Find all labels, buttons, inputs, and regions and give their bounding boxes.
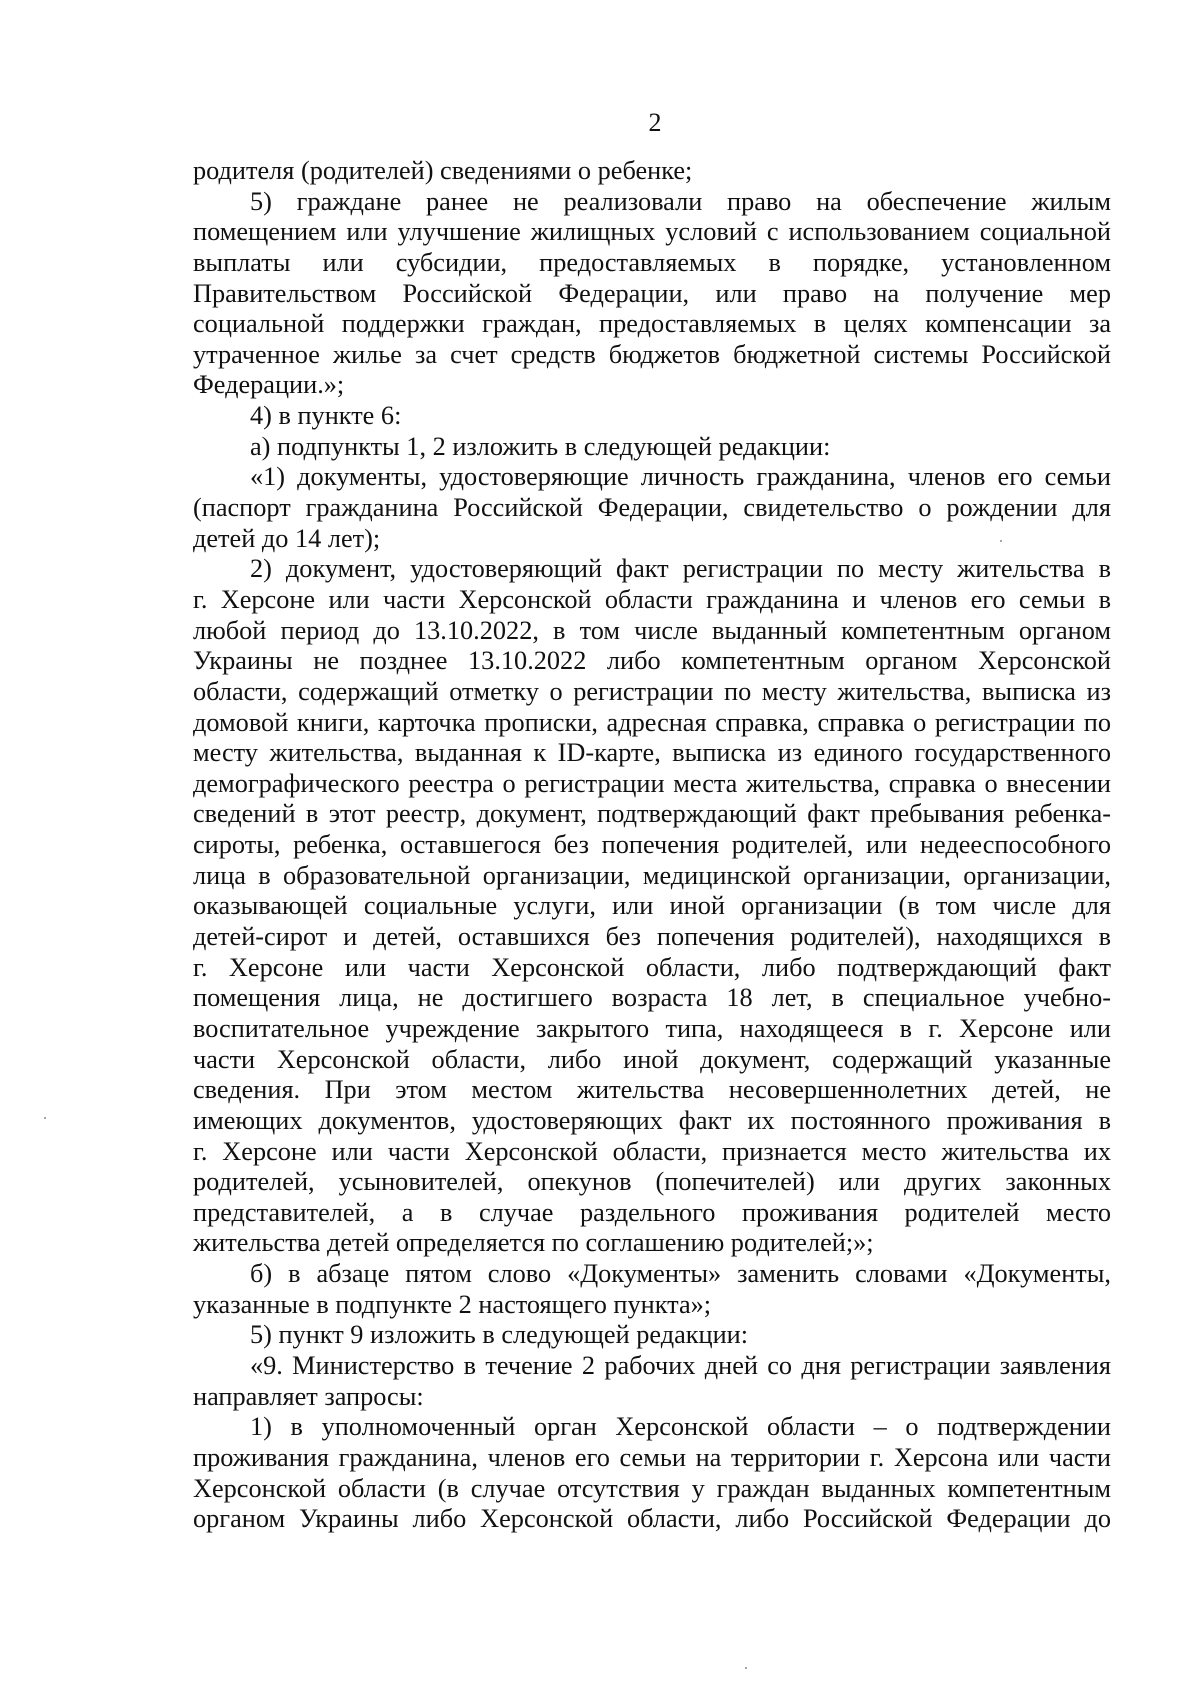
document-body [193,156,1111,1535]
text-line: воспитательное учреждение закрытого типа, находящееся в г. Херсоне или [193,1013,1111,1043]
scan-speck [1000,540,1002,542]
text-line: сведений в этот реестр, документ, подтверждающий факт пребывания ребенка- [193,799,1111,829]
text-line: 2) документ, удостоверяющий факт регистрации по месту жительства в [250,554,1111,584]
text-line: жительства детей определяется по соглашению родителей;»; [193,1228,874,1258]
text-line: детей до 14 лет); [193,523,381,553]
text-line: (паспорт гражданина Российской Федерации, свидетельство о рождении для [193,493,1111,523]
text-line: домовой книги, карточка прописки, адресная справка, справка о регистрации по [193,707,1111,737]
text-line: детей-сирот и детей, оставшихся без попечения родителей), находящихся в [193,922,1111,952]
scan-speck [745,1667,747,1669]
text-line: демографического реестра о регистрации места жительства, справка о внесении [193,768,1111,798]
text-line: любой период до 13.10.2022, в том числе выданный компетентным органом [193,615,1111,645]
text-line: «9. Министерство в течение 2 рабочих дней со дня регистрации заявления [250,1350,1111,1380]
text-line: а) подпункты 1, 2 изложить в следующей редакции: [250,431,831,461]
text-line: Правительством Российской Федерации, или право на получение мер [193,278,1111,308]
text-line: месту жительства, выданная к ID-карте, выписка из единого государственного [193,738,1111,768]
text-line: г. Херсоне или части Херсонской области гражданина и членов его семьи в [193,584,1111,614]
text-line: части Херсонской области, либо иной документ, содержащий указанные [193,1044,1111,1074]
text-line: 5) граждане ранее не реализовали право на обеспечение жилым [250,186,1111,216]
text-line: области, содержащий отметку о регистрации по месту жительства, выписка из [193,676,1111,706]
text-line: направляет запросы: [193,1381,424,1411]
text-line: г. Херсоне или части Херсонской области, признается место жительства их [193,1136,1111,1166]
text-line: 1) в уполномоченный орган Херсонской области – о подтверждении [250,1412,1111,1442]
text-line: Украины не позднее 13.10.2022 либо компетентным органом Херсонской [193,646,1111,676]
text-line: выплаты или субсидии, предоставляемых в порядке, установленном [193,247,1111,277]
text-line: 5) пункт 9 изложить в следующей редакции: [250,1320,749,1350]
text-line: социальной поддержки граждан, предоставляемых в целях компенсации за [193,309,1111,339]
text-line: органом Украины либо Херсонской области, либо Российской Федерации до [193,1504,1111,1534]
text-line: родителя (родителей) сведениями о ребенке; [193,156,693,185]
scan-speck [44,1117,46,1119]
text-line: б) в абзаце пятом слово «Документы» заменить словами «Документы, [250,1259,1111,1289]
text-line: представителей, а в случае раздельного проживания родителей место [193,1197,1111,1227]
text-line: Федерации.»; [193,370,345,400]
text-line: родителей, усыновителей, опекунов (попечителей) или других законных [193,1167,1111,1197]
text-line: «1) документы, удостоверяющие личность гражданина, членов его семьи [250,462,1111,492]
text-line: 4) в пункте 6: [250,401,402,431]
text-line: сведения. При этом местом жительства несовершеннолетних детей, не [193,1075,1111,1105]
text-line: помещением или улучшение жилищных условий с использованием социальной [193,217,1111,247]
text-line: проживания гражданина, членов его семьи на территории г. Херсона или части [193,1442,1111,1472]
text-line: г. Херсоне или части Херсонской области, либо подтверждающий факт [193,952,1111,982]
text-line: оказывающей социальные услуги, или иной организации (в том числе для [193,891,1111,921]
text-line: помещения лица, не достигшего возраста 18 лет, в специальное учебно- [193,983,1111,1013]
text-line: лица в образовательной организации, медицинской организации, организации, [193,860,1111,890]
text-line: указанные в подпункте 2 настоящего пункта»; [193,1289,712,1319]
text-line: Херсонской области (в случае отсутствия у граждан выданных компетентным [193,1473,1111,1503]
page-number: 2 [648,108,662,137]
text-line: имеющих документов, удостоверяющих факт их постоянного проживания в [193,1105,1111,1135]
text-line: утраченное жилье за счет средств бюджетов бюджетной системы Российской [193,339,1111,369]
text-line: сироты, ребенка, оставшегося без попечения родителей, или недееспособного [193,830,1111,860]
